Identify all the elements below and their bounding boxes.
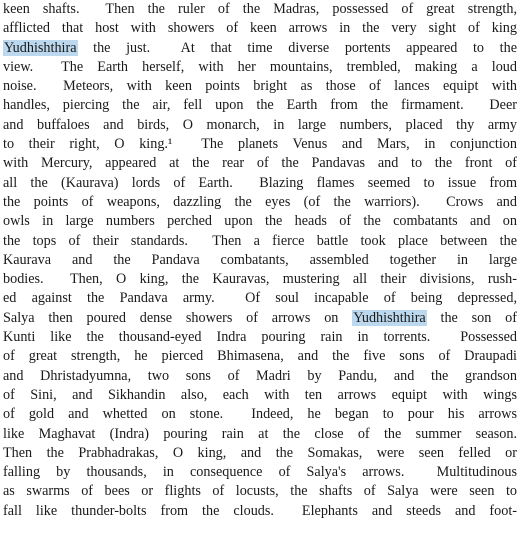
text-line: and buffaloes and birds, O monarch, in large numbers, placed thy army (3, 116, 517, 133)
text-line: fall like thunder-bolts from the clouds. Elephants and steeds and foot- (3, 502, 517, 519)
text-line: ed against the Pandava army. Of soul incapable of being depressed, (3, 290, 517, 307)
text-line: the points of weapons, dazzling the eyes (of the warriors). Crows and (3, 193, 517, 210)
text-line: Kunti like the thousand-eyed Indra pouring rain in torrents. Possessed (3, 329, 517, 346)
text-line: as swarms of bees or flights of locusts, the shafts of Salya were seen to (3, 483, 517, 500)
text-line: noise. Meteors, with keen points bright as those of lances equipt with (3, 78, 517, 95)
text-line: and Dhristadyumna, two sons of Madri by Pandu, and the grandson (3, 367, 517, 384)
text-line: keen shafts. Then the ruler of the Madras, possessed of great strength, (3, 1, 517, 17)
text-line: with Mercury, appeared at the rear of the Pandavas and to the front of (3, 155, 517, 172)
highlighted-term: Yudhishthira (4, 39, 77, 56)
text-line: owls in large numbers perched upon the heads of the combatants and on (3, 213, 517, 230)
text-line: to their right, O king.¹ The planets Venus and Mars, in conjunction (3, 136, 517, 153)
text-line: Yudhishthira the just. At that time diverse portents appeared to the (4, 39, 517, 56)
text-line: Salya then poured dense showers of arrows on Yudhishthira the son of (3, 309, 517, 326)
text-line: afflicted that host with showers of keen arrows in the very sight of king (3, 20, 517, 37)
text-line: of Sini, and Sikhandin also, each with ten arrows equipt with wings (3, 386, 517, 403)
text-line: handles, piercing the air, fell upon the Earth from the firmament. Deer (3, 97, 517, 114)
text-line: view. The Earth herself, with her mountains, trembled, making a loud (3, 58, 517, 75)
text-line: bodies. Then, O king, the Kauravas, mustering all their divisions, rush- (3, 271, 517, 288)
text-line: of gold and whetted on stone. Indeed, he began to pour his arrows (3, 406, 517, 423)
text-line: like Maghavat (Indra) pouring rain at the close of the summer season. (3, 425, 517, 442)
text-line: Then the Prabhadrakas, O king, and the Somakas, were seen felled or (3, 444, 517, 461)
text-line: all the (Kaurava) lords of Earth. Blazing flames seemed to issue from (3, 174, 517, 191)
text-line: falling by thousands, in consequence of Salya's arrows. Multitudinous (3, 464, 517, 481)
text-line: Kaurava and the Pandava combatants, assembled together in large (3, 251, 517, 268)
text-line: the tops of their standards. Then a fierce battle took place between the (3, 232, 517, 249)
document-page (3, 0, 517, 521)
highlighted-term: Yudhishthira (353, 309, 426, 326)
text-line: of great strength, he pierced Bhimasena, and the five sons of Draupadi (3, 348, 517, 365)
